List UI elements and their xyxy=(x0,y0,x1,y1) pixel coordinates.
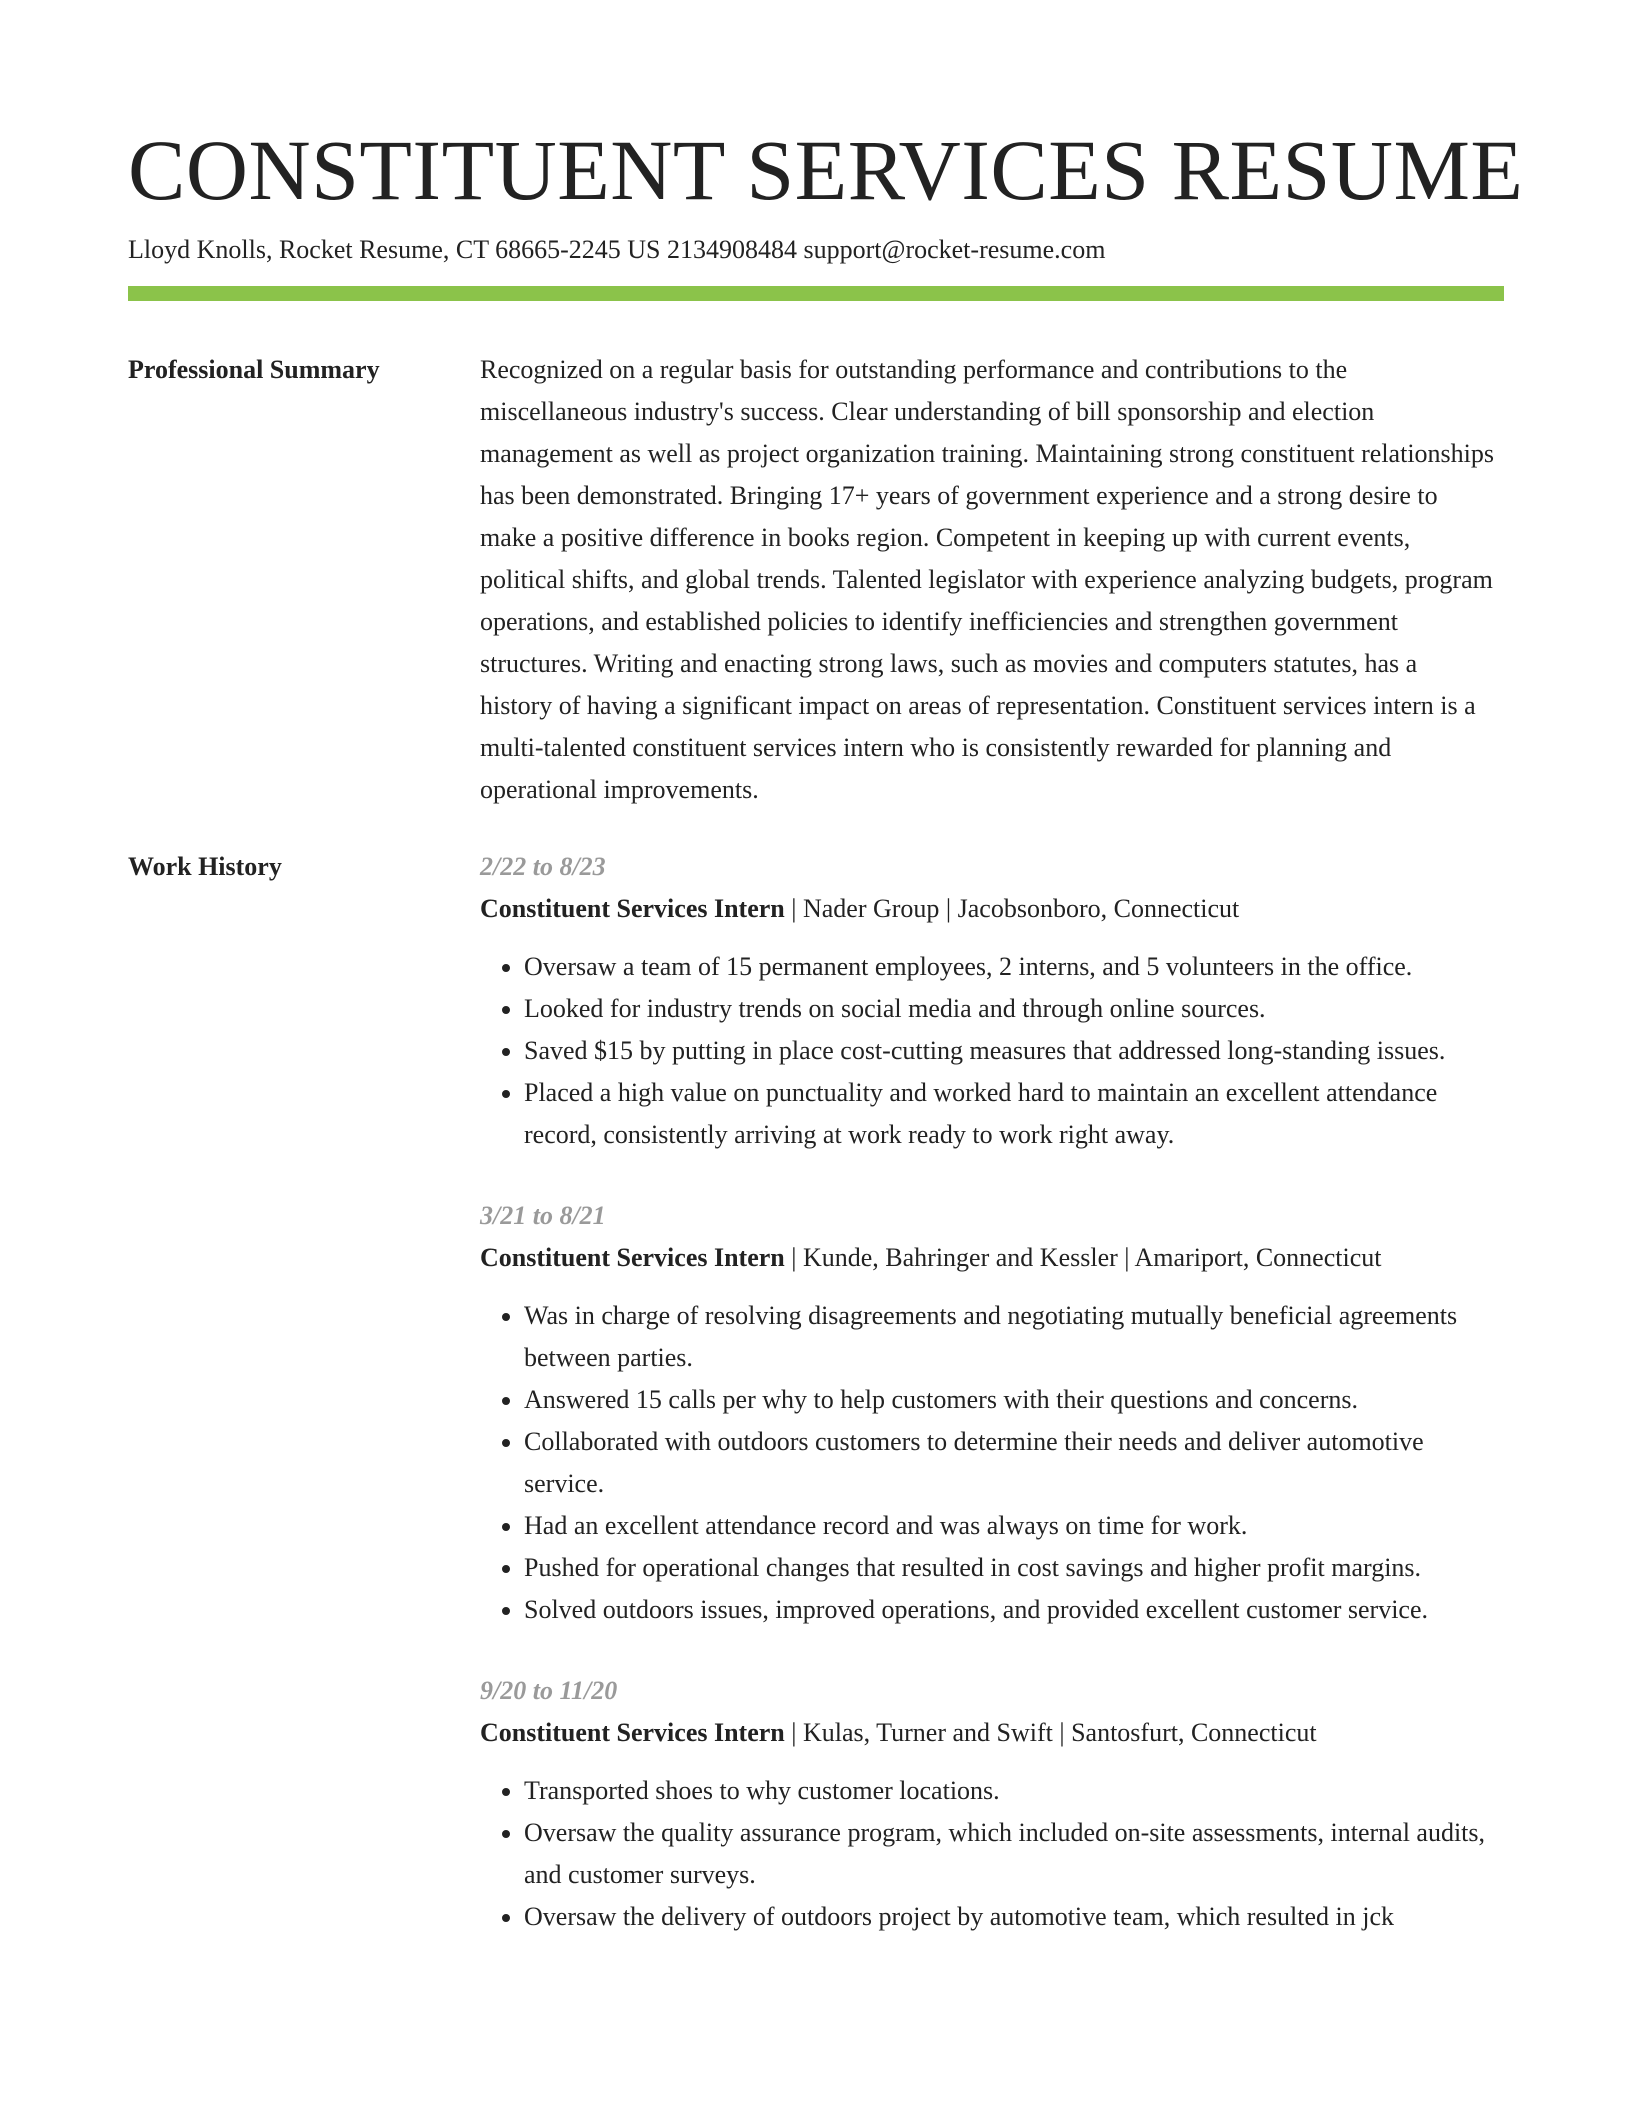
resume-page xyxy=(128,0,1524,1977)
job-heading xyxy=(480,888,1494,930)
job-bullet-list xyxy=(480,1295,1494,1631)
job-dates: 2/22 to 8/23 xyxy=(480,852,606,881)
job-entry xyxy=(480,1195,1494,1631)
job-heading xyxy=(480,1237,1494,1279)
job-bullet: • Oversaw a team of 15 permanent employees, 2 interns, and 5 volunteers in the office. xyxy=(524,946,1494,988)
professional-summary-text: Recognized on a regular basis for outstanding performance and contributions to the miscellaneous industry's success. Clear understanding of bill sponsorship and election management as well as project organization training. Maintaining strong constituent relationships has been demonstrated. Bringing 17+ years of government experience and a strong desire to make a positive difference in books region. Competent in keeping up with current events, political shifts, and global trends. Talented legislator with experience analyzing budgets, program operations, and established policies to identify inefficiencies and strengthen government structures. Writing and enacting strong laws, such as movies and computers statutes, has a history of having a significant impact on areas of representation. Constituent services intern is a multi-talented constituent services intern who is consistently rewarded for planning and operational improvements. xyxy=(480,355,1494,804)
job-bullet-list xyxy=(480,946,1494,1156)
job-bullet: • Pushed for operational changes that resulted in cost savings and higher profit margins. xyxy=(524,1547,1494,1589)
job-bullet: • Collaborated with outdoors customers to determine their needs and deliver automotive service. xyxy=(524,1421,1494,1505)
job-bullet: • Saved $15 by putting in place cost-cutting measures that addressed long-standing issues. xyxy=(524,1030,1494,1072)
job-details: | Kulas, Turner and Swift | Santosfurt, Connecticut xyxy=(784,1718,1317,1747)
work-history-section xyxy=(128,846,1504,1977)
job-role: Constituent Services Intern xyxy=(480,1243,785,1272)
job-bullet: • Oversaw the delivery of outdoors project by automotive team, which resulted in jck xyxy=(524,1896,1494,1938)
job-bullet: • Oversaw the quality assurance program, which included on-site assessments, internal audits, and customer surveys. xyxy=(524,1812,1494,1896)
accent-divider xyxy=(128,286,1504,301)
work-history-label: Work History xyxy=(128,852,282,881)
job-bullet: • Was in charge of resolving disagreements and negotiating mutually beneficial agreements between parties. xyxy=(524,1295,1494,1379)
job-details: | Nader Group | Jacobsonboro, Connecticut xyxy=(784,894,1240,923)
job-bullet: • Solved outdoors issues, improved operations, and provided excellent customer service. xyxy=(524,1589,1494,1631)
job-bullet-list xyxy=(480,1770,1494,1938)
professional-summary-section xyxy=(128,349,1504,811)
job-bullet: • Transported shoes to why customer locations. xyxy=(524,1770,1494,1812)
job-entry xyxy=(480,846,1494,1156)
resume-title: CONSTITUENT SERVICES RESUME xyxy=(128,122,1524,218)
contact-info: Lloyd Knolls, Rocket Resume, CT 68665-2245 US 2134908484 support@rocket-resume.com xyxy=(128,235,1106,264)
professional-summary-body xyxy=(480,349,1494,811)
job-bullet: • Placed a high value on punctuality and worked hard to maintain an excellent attendance record, consistently arriving at work ready to work right away. xyxy=(524,1072,1494,1156)
job-role: Constituent Services Intern xyxy=(480,1718,785,1747)
job-details: | Kunde, Bahringer and Kessler | Amariport, Connecticut xyxy=(784,1243,1382,1272)
professional-summary-label: Professional Summary xyxy=(128,355,380,384)
work-history-body xyxy=(480,846,1494,1977)
job-heading xyxy=(480,1712,1494,1754)
job-bullet: • Had an excellent attendance record and was always on time for work. xyxy=(524,1505,1494,1547)
job-bullet: • Looked for industry trends on social media and through online sources. xyxy=(524,988,1494,1030)
job-entry xyxy=(480,1670,1494,1938)
job-dates: 9/20 to 11/20 xyxy=(480,1676,618,1705)
job-role: Constituent Services Intern xyxy=(480,894,785,923)
job-bullet: • Answered 15 calls per why to help customers with their questions and concerns. xyxy=(524,1379,1494,1421)
job-dates: 3/21 to 8/21 xyxy=(480,1201,606,1230)
